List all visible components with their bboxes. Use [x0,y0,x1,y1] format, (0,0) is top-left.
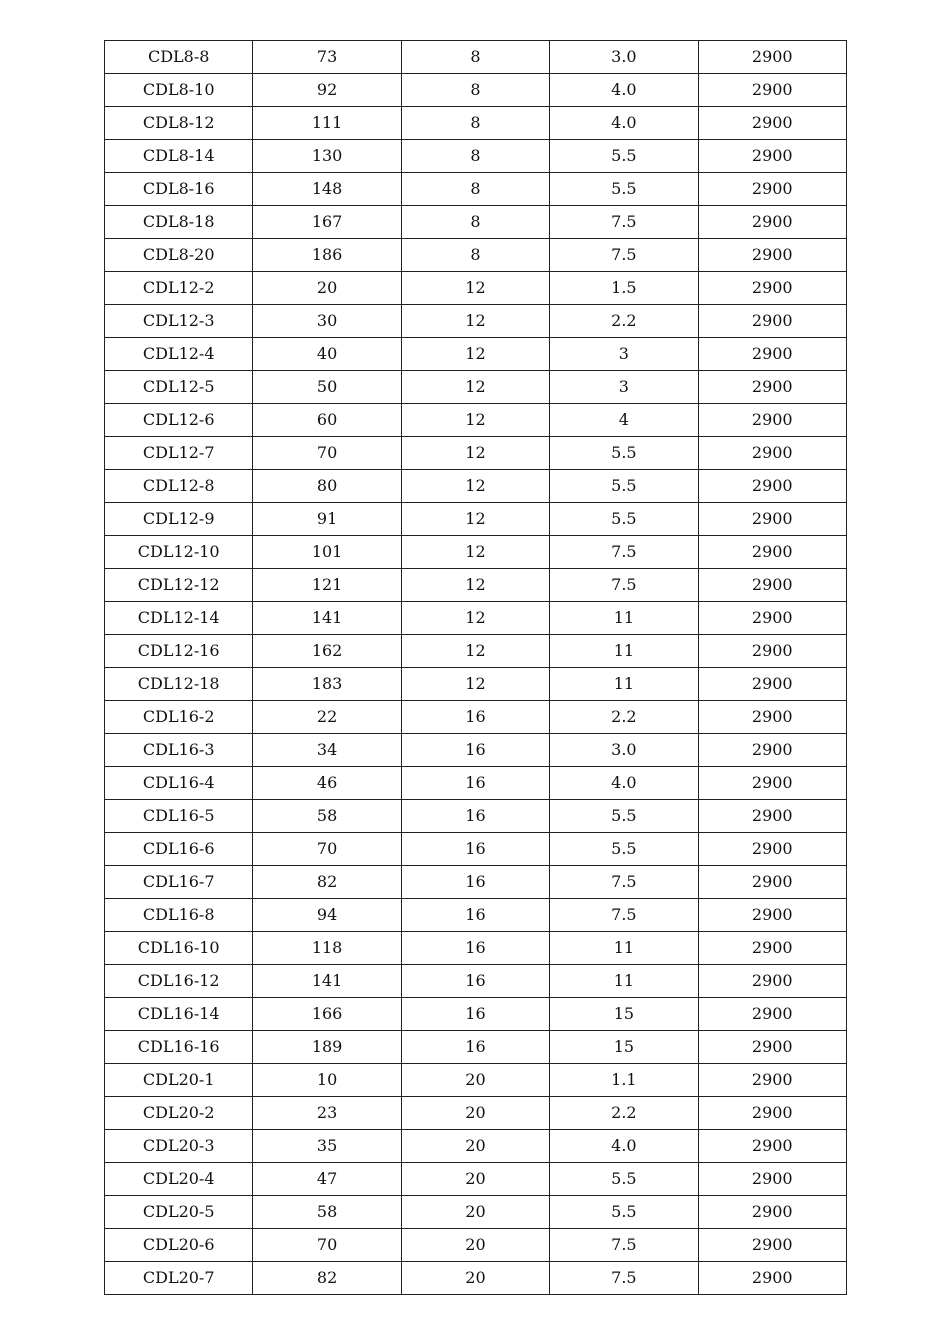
model-cell: CDL16-4 [105,767,253,800]
value-cell-1: 73 [253,41,401,74]
value-cell-3: 5.5 [550,800,698,833]
value-cell-2: 12 [401,272,549,305]
value-cell-4: 2900 [698,404,846,437]
value-cell-3: 7.5 [550,866,698,899]
value-cell-4: 2900 [698,833,846,866]
value-cell-4: 2900 [698,338,846,371]
table-row [105,833,847,866]
value-cell-4: 2900 [698,800,846,833]
value-cell-2: 8 [401,206,549,239]
value-cell-4: 2900 [698,239,846,272]
value-cell-1: 121 [253,569,401,602]
table-row [105,1229,847,1262]
table-row [105,635,847,668]
table-row [105,1031,847,1064]
value-cell-3: 2.2 [550,1097,698,1130]
value-cell-4: 2900 [698,272,846,305]
model-cell: CDL20-2 [105,1097,253,1130]
value-cell-3: 5.5 [550,437,698,470]
value-cell-3: 5.5 [550,140,698,173]
value-cell-4: 2900 [698,1163,846,1196]
value-cell-4: 2900 [698,1031,846,1064]
value-cell-4: 2900 [698,74,846,107]
value-cell-2: 12 [401,305,549,338]
value-cell-3: 7.5 [550,899,698,932]
table-row [105,1064,847,1097]
value-cell-3: 7.5 [550,1262,698,1295]
table-row [105,404,847,437]
value-cell-1: 92 [253,74,401,107]
table-row [105,503,847,536]
value-cell-3: 5.5 [550,503,698,536]
value-cell-4: 2900 [698,1262,846,1295]
model-cell: CDL20-6 [105,1229,253,1262]
value-cell-2: 8 [401,41,549,74]
value-cell-4: 2900 [698,767,846,800]
value-cell-2: 20 [401,1130,549,1163]
value-cell-1: 34 [253,734,401,767]
model-cell: CDL8-10 [105,74,253,107]
model-cell: CDL8-12 [105,107,253,140]
model-cell: CDL16-8 [105,899,253,932]
value-cell-3: 7.5 [550,206,698,239]
model-cell: CDL20-4 [105,1163,253,1196]
value-cell-3: 2.2 [550,305,698,338]
value-cell-1: 82 [253,1262,401,1295]
value-cell-2: 20 [401,1064,549,1097]
model-cell: CDL16-6 [105,833,253,866]
value-cell-1: 118 [253,932,401,965]
value-cell-2: 8 [401,107,549,140]
value-cell-4: 2900 [698,965,846,998]
table-row [105,470,847,503]
table-row [105,1130,847,1163]
value-cell-2: 12 [401,371,549,404]
value-cell-1: 189 [253,1031,401,1064]
value-cell-1: 70 [253,1229,401,1262]
value-cell-1: 141 [253,602,401,635]
value-cell-2: 8 [401,173,549,206]
value-cell-2: 12 [401,437,549,470]
value-cell-1: 46 [253,767,401,800]
value-cell-1: 183 [253,668,401,701]
value-cell-3: 3.0 [550,734,698,767]
table-row [105,371,847,404]
value-cell-1: 186 [253,239,401,272]
table-row [105,338,847,371]
model-cell: CDL12-14 [105,602,253,635]
table-row [105,701,847,734]
model-cell: CDL16-7 [105,866,253,899]
model-cell: CDL8-8 [105,41,253,74]
table-row [105,173,847,206]
value-cell-2: 16 [401,998,549,1031]
value-cell-1: 82 [253,866,401,899]
model-cell: CDL12-18 [105,668,253,701]
value-cell-2: 16 [401,932,549,965]
value-cell-4: 2900 [698,998,846,1031]
model-cell: CDL20-5 [105,1196,253,1229]
value-cell-3: 5.5 [550,470,698,503]
model-cell: CDL16-14 [105,998,253,1031]
value-cell-1: 162 [253,635,401,668]
table-row [105,206,847,239]
value-cell-1: 58 [253,800,401,833]
value-cell-1: 40 [253,338,401,371]
value-cell-2: 8 [401,239,549,272]
value-cell-4: 2900 [698,1130,846,1163]
value-cell-3: 15 [550,1031,698,1064]
value-cell-1: 167 [253,206,401,239]
value-cell-1: 148 [253,173,401,206]
table-row [105,239,847,272]
table-row [105,41,847,74]
table-row [105,1196,847,1229]
value-cell-3: 4.0 [550,1130,698,1163]
value-cell-3: 4.0 [550,107,698,140]
value-cell-1: 94 [253,899,401,932]
table-row [105,1163,847,1196]
value-cell-2: 16 [401,701,549,734]
value-cell-4: 2900 [698,305,846,338]
value-cell-3: 3 [550,371,698,404]
value-cell-4: 2900 [698,635,846,668]
pump-spec-table-body [105,41,847,1295]
value-cell-2: 16 [401,1031,549,1064]
table-row [105,932,847,965]
value-cell-4: 2900 [698,1097,846,1130]
value-cell-1: 166 [253,998,401,1031]
model-cell: CDL16-10 [105,932,253,965]
value-cell-3: 11 [550,965,698,998]
value-cell-2: 16 [401,734,549,767]
value-cell-4: 2900 [698,173,846,206]
value-cell-1: 130 [253,140,401,173]
value-cell-2: 8 [401,140,549,173]
model-cell: CDL12-2 [105,272,253,305]
model-cell: CDL8-16 [105,173,253,206]
value-cell-1: 23 [253,1097,401,1130]
value-cell-1: 10 [253,1064,401,1097]
value-cell-3: 1.5 [550,272,698,305]
value-cell-4: 2900 [698,866,846,899]
value-cell-3: 4 [550,404,698,437]
value-cell-2: 12 [401,668,549,701]
value-cell-2: 16 [401,899,549,932]
value-cell-2: 20 [401,1196,549,1229]
model-cell: CDL8-14 [105,140,253,173]
table-row [105,107,847,140]
value-cell-1: 58 [253,1196,401,1229]
value-cell-2: 16 [401,965,549,998]
value-cell-3: 11 [550,635,698,668]
table-row [105,767,847,800]
value-cell-2: 16 [401,767,549,800]
value-cell-4: 2900 [698,1064,846,1097]
model-cell: CDL20-3 [105,1130,253,1163]
model-cell: CDL16-2 [105,701,253,734]
value-cell-3: 2.2 [550,701,698,734]
table-row [105,866,847,899]
value-cell-2: 16 [401,800,549,833]
value-cell-1: 111 [253,107,401,140]
value-cell-2: 20 [401,1262,549,1295]
value-cell-4: 2900 [698,668,846,701]
value-cell-3: 7.5 [550,239,698,272]
value-cell-4: 2900 [698,503,846,536]
table-row [105,140,847,173]
value-cell-3: 5.5 [550,1196,698,1229]
pump-spec-table [104,40,847,1295]
value-cell-1: 101 [253,536,401,569]
value-cell-4: 2900 [698,470,846,503]
table-row [105,899,847,932]
table-row [105,536,847,569]
model-cell: CDL12-4 [105,338,253,371]
value-cell-3: 11 [550,932,698,965]
value-cell-4: 2900 [698,536,846,569]
value-cell-3: 7.5 [550,536,698,569]
value-cell-3: 4.0 [550,74,698,107]
value-cell-1: 47 [253,1163,401,1196]
table-row [105,602,847,635]
value-cell-4: 2900 [698,140,846,173]
value-cell-4: 2900 [698,899,846,932]
table-row [105,734,847,767]
table-row [105,1262,847,1295]
value-cell-1: 70 [253,437,401,470]
value-cell-3: 4.0 [550,767,698,800]
value-cell-4: 2900 [698,107,846,140]
value-cell-3: 5.5 [550,173,698,206]
value-cell-2: 8 [401,74,549,107]
value-cell-4: 2900 [698,932,846,965]
value-cell-1: 141 [253,965,401,998]
value-cell-4: 2900 [698,437,846,470]
value-cell-4: 2900 [698,602,846,635]
value-cell-1: 50 [253,371,401,404]
value-cell-4: 2900 [698,569,846,602]
model-cell: CDL12-5 [105,371,253,404]
model-cell: CDL12-8 [105,470,253,503]
table-row [105,998,847,1031]
model-cell: CDL12-3 [105,305,253,338]
table-row [105,74,847,107]
value-cell-2: 20 [401,1229,549,1262]
value-cell-1: 70 [253,833,401,866]
model-cell: CDL16-3 [105,734,253,767]
value-cell-4: 2900 [698,41,846,74]
value-cell-1: 91 [253,503,401,536]
value-cell-2: 12 [401,602,549,635]
model-cell: CDL12-6 [105,404,253,437]
model-cell: CDL16-12 [105,965,253,998]
value-cell-2: 20 [401,1163,549,1196]
table-row [105,305,847,338]
value-cell-2: 12 [401,338,549,371]
value-cell-3: 11 [550,602,698,635]
value-cell-2: 20 [401,1097,549,1130]
value-cell-1: 20 [253,272,401,305]
value-cell-3: 3 [550,338,698,371]
value-cell-4: 2900 [698,1196,846,1229]
model-cell: CDL8-18 [105,206,253,239]
value-cell-2: 12 [401,470,549,503]
value-cell-3: 11 [550,668,698,701]
value-cell-2: 12 [401,569,549,602]
table-row [105,668,847,701]
model-cell: CDL8-20 [105,239,253,272]
value-cell-4: 2900 [698,734,846,767]
model-cell: CDL16-16 [105,1031,253,1064]
value-cell-4: 2900 [698,1229,846,1262]
value-cell-1: 35 [253,1130,401,1163]
value-cell-2: 12 [401,404,549,437]
value-cell-1: 80 [253,470,401,503]
table-row [105,800,847,833]
table-row [105,569,847,602]
model-cell: CDL12-16 [105,635,253,668]
value-cell-3: 5.5 [550,1163,698,1196]
model-cell: CDL20-7 [105,1262,253,1295]
model-cell: CDL16-5 [105,800,253,833]
value-cell-3: 1.1 [550,1064,698,1097]
value-cell-2: 12 [401,635,549,668]
value-cell-1: 30 [253,305,401,338]
value-cell-4: 2900 [698,206,846,239]
value-cell-1: 60 [253,404,401,437]
value-cell-2: 16 [401,833,549,866]
value-cell-3: 7.5 [550,1229,698,1262]
table-row [105,272,847,305]
model-cell: CDL20-1 [105,1064,253,1097]
table-row [105,1097,847,1130]
value-cell-3: 15 [550,998,698,1031]
value-cell-3: 3.0 [550,41,698,74]
value-cell-3: 7.5 [550,569,698,602]
table-row [105,437,847,470]
table-row [105,965,847,998]
value-cell-2: 12 [401,536,549,569]
value-cell-3: 5.5 [550,833,698,866]
value-cell-4: 2900 [698,701,846,734]
model-cell: CDL12-10 [105,536,253,569]
model-cell: CDL12-12 [105,569,253,602]
value-cell-2: 16 [401,866,549,899]
model-cell: CDL12-7 [105,437,253,470]
value-cell-4: 2900 [698,371,846,404]
value-cell-1: 22 [253,701,401,734]
model-cell: CDL12-9 [105,503,253,536]
value-cell-2: 12 [401,503,549,536]
